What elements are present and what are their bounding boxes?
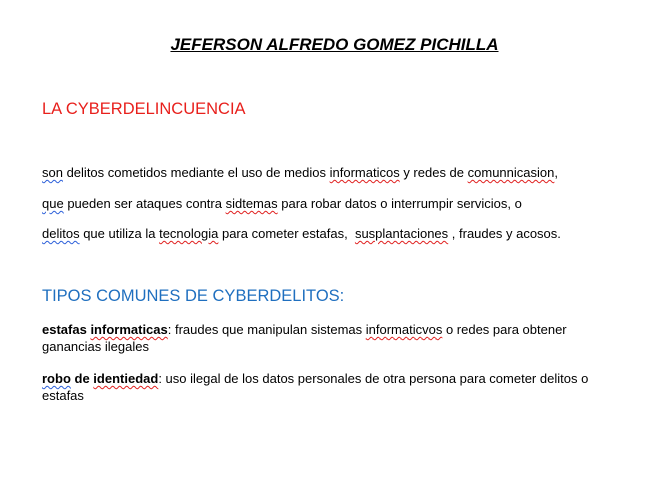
text-run: estafas bbox=[42, 322, 87, 337]
text-run: para cometer estafas, bbox=[218, 226, 355, 241]
text-run: : uso ilegal de los datos personales de otra persona para cometer delitos o estafas bbox=[42, 371, 592, 403]
item-term bbox=[42, 371, 158, 386]
text-run: , bbox=[554, 165, 558, 180]
misspelled-word: robo bbox=[42, 371, 71, 386]
misspelled-word: delitos bbox=[42, 226, 80, 241]
section-heading-cyberdelincuencia: LA CYBERDELINCUENCIA bbox=[42, 100, 246, 118]
text-run: : fraudes que manipulan sistemas bbox=[167, 322, 366, 337]
text-run: o redes para obtener ganancias ilegales bbox=[42, 322, 571, 354]
text-run: delitos cometidos mediante el uso de medios bbox=[62, 165, 330, 180]
text-run: de bbox=[70, 371, 94, 386]
text-run: pueden ser ataques contra bbox=[63, 196, 226, 211]
section-heading-tipos-comunes: TIPOS COMUNES DE CYBERDELITOS: bbox=[42, 287, 345, 305]
text-run: y redes de bbox=[399, 165, 468, 180]
text-run: que utiliza la bbox=[79, 226, 160, 241]
misspelled-word: comunnicasion bbox=[467, 165, 555, 180]
misspelled-word: susplantaciones bbox=[354, 226, 449, 241]
misspelled-word: informaticvos bbox=[365, 322, 443, 337]
paragraph-line-3 bbox=[42, 226, 561, 242]
paragraph-line-1 bbox=[42, 165, 558, 181]
misspelled-word: identiedad bbox=[93, 371, 159, 386]
misspelled-word: sidtemas bbox=[225, 196, 278, 211]
list-item-estafas-informaticas bbox=[42, 321, 622, 355]
text-run: para robar datos o interrumpir servicios, o bbox=[277, 196, 522, 211]
text-run: , fraudes y acosos. bbox=[448, 226, 561, 241]
item-term bbox=[42, 322, 168, 337]
misspelled-word: son bbox=[42, 165, 63, 180]
misspelled-word: informaticos bbox=[329, 165, 400, 180]
document-title: JEFERSON ALFREDO GOMEZ PICHILLA bbox=[170, 35, 499, 54]
list-item-robo-de-identidad bbox=[42, 370, 622, 404]
paragraph-line-2 bbox=[42, 196, 522, 212]
misspelled-word: que bbox=[42, 196, 64, 211]
misspelled-word: tecnologia bbox=[159, 226, 219, 241]
misspelled-word: informaticas bbox=[90, 322, 168, 337]
